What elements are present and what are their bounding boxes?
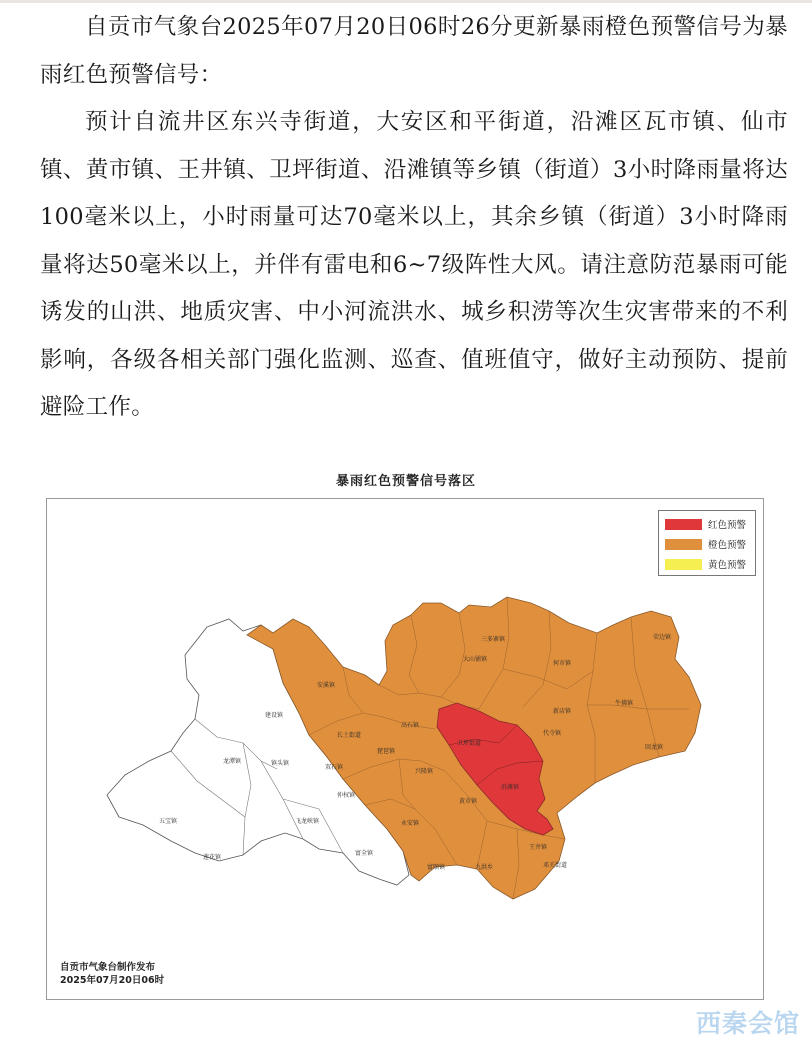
warning-map (46, 498, 764, 1000)
legend-item-yellow (659, 554, 755, 574)
town-label-15: 回龙镇 (645, 744, 664, 751)
credit-publisher: 自贡市气象台制作发布 (60, 962, 156, 973)
town-label-19: 王井镇 (529, 844, 548, 851)
town-label-17: 永安镇 (401, 820, 420, 827)
town-label-8: 建设镇 (265, 712, 284, 719)
town-label-4: 镇头镇 (271, 760, 290, 767)
town-label-1: 五宝镇 (159, 818, 178, 825)
article-body (40, 4, 788, 432)
top-divider (0, 0, 812, 3)
town-label-23: 黄市镇 (459, 798, 478, 805)
legend-label-red: 红色预警 (708, 520, 747, 531)
town-label-16: 新店镇 (553, 708, 572, 715)
town-label-29: 安溪镇 (317, 682, 336, 689)
legend-swatch-orange (665, 539, 702, 550)
legend-swatch-red (665, 519, 702, 530)
warning-detail-paragraph: 预计自流井区东兴寺街道，大安区和平街道，沿滩区瓦市镇、仙市镇、黄市镇、王井镇、卫坪街道、沿滩镇等乡镇（街道）3小时降雨量将达100毫米以上，小时雨量可达70毫米以上，其余乡镇（街道）3小时降雨量将达50毫米以上，并伴有雷电和6~7级阵性大风。请注意防范暴雨可能诱发的山洪、地质灾害、中小河流洪水、城乡积涝等次生灾害带来的不利影响，各级各相关部门强化监测、巡查、值班值守，做好主动预防、提前避险工作。 (40, 109, 788, 420)
town-label-25: 琵琶镇 (377, 748, 396, 755)
town-label-27: 代寺镇 (543, 730, 562, 737)
town-label-20: 邓关街道 (543, 862, 568, 869)
map-legend (658, 510, 756, 576)
town-label-18: 九洪乡 (475, 864, 494, 871)
town-label-30: 高石镇 (401, 722, 420, 729)
map-credit (60, 961, 164, 987)
town-label-9: 仲权镇 (337, 792, 356, 799)
town-label-11: 何市镇 (553, 660, 572, 667)
map-graphic (47, 499, 764, 1000)
legend-item-red (659, 514, 755, 534)
town-label-28: 荣边镇 (653, 634, 672, 641)
town-label-6: 富全镇 (355, 850, 374, 857)
town-label-26: 富顺镇 (427, 864, 446, 871)
town-label-10: 长土街道 (337, 732, 362, 739)
watermark: 西秦会馆 (695, 1009, 800, 1038)
legend-label-yellow: 黄色预警 (708, 560, 747, 571)
town-label-22: 沿滩镇 (501, 784, 520, 791)
credit-timestamp: 2025年07月20日06时 (60, 975, 165, 986)
legend-swatch-yellow (665, 559, 702, 570)
town-label-14: 牛佛镇 (615, 700, 634, 707)
town-label-2: 莲花镇 (203, 854, 222, 861)
legend-item-orange (659, 534, 755, 554)
town-label-24: 兴隆镇 (415, 768, 434, 775)
town-label-3: 龙潭镇 (223, 758, 242, 765)
town-label-5: 飞龙峡镇 (295, 818, 320, 825)
town-label-12: 三多寨镇 (481, 636, 506, 643)
town-label-7: 双石镇 (325, 764, 344, 771)
warning-headline-paragraph: 自贡市气象台2025年07月20日06时26分更新暴雨橙色预警信号为暴雨红色预警信号： (40, 14, 788, 88)
town-label-21: 卫坪街道 (457, 740, 482, 747)
map-title: 暴雨红色预警信号落区 (335, 474, 476, 489)
legend-label-orange: 橙色预警 (708, 540, 747, 551)
town-label-13: 大山铺镇 (463, 656, 488, 663)
